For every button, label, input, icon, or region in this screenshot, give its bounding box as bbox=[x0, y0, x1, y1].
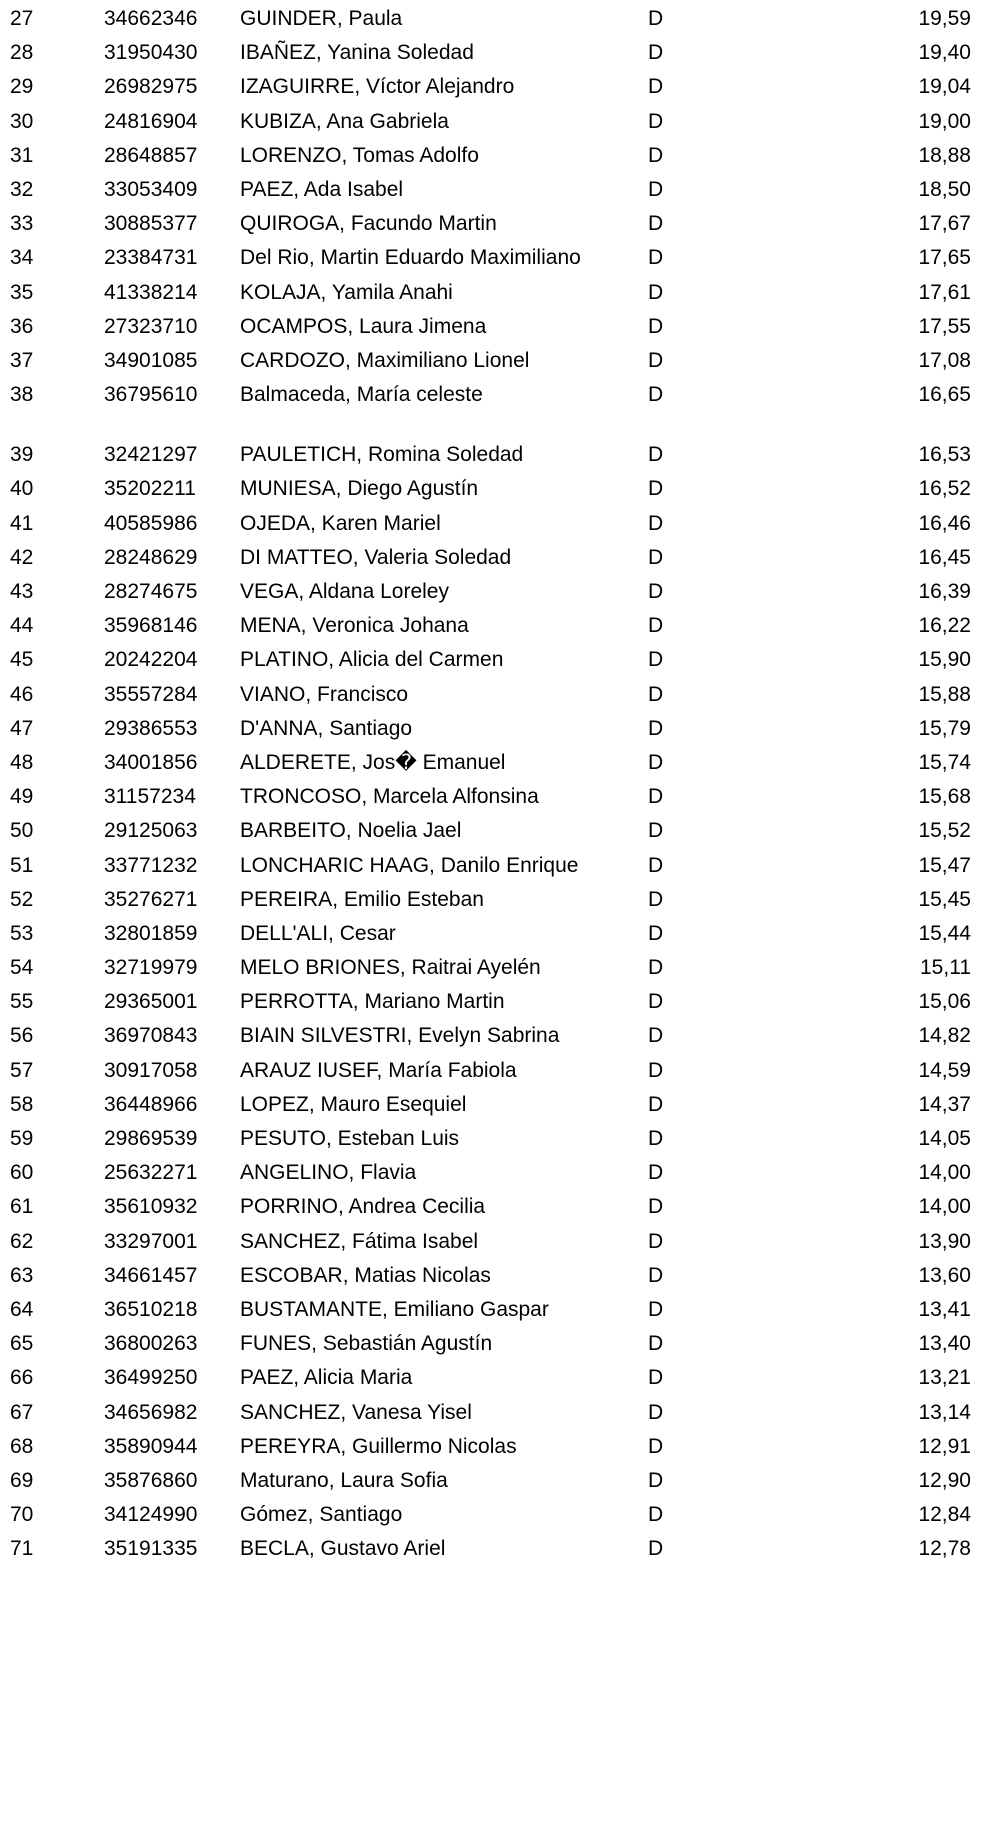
rank-cell: 54 bbox=[10, 956, 34, 980]
rank-cell: 30 bbox=[10, 109, 34, 133]
category-cell: D bbox=[648, 443, 664, 467]
name-cell: PORRINO, Andrea Cecilia bbox=[240, 1195, 486, 1219]
name-cell: ARAUZ IUSEF, María Fabiola bbox=[240, 1058, 517, 1082]
table-row bbox=[0, 1225, 983, 1259]
score-cell: 14,05 bbox=[918, 1127, 971, 1150]
dni-cell: 35890944 bbox=[104, 1434, 198, 1458]
dni-cell: 28274675 bbox=[104, 580, 198, 603]
dni-cell: 23384731 bbox=[104, 246, 198, 270]
score-cell: 14,59 bbox=[918, 1058, 971, 1082]
category-cell: D bbox=[648, 887, 664, 911]
name-cell: BARBEITO, Noelia Jael bbox=[240, 819, 462, 843]
score-cell: 15,44 bbox=[918, 921, 971, 945]
name-cell: PLATINO, Alicia del Carmen bbox=[240, 648, 504, 672]
score-cell: 15,74 bbox=[918, 750, 971, 774]
dni-cell: 36795610 bbox=[104, 383, 198, 407]
category-cell: D bbox=[648, 212, 664, 236]
rank-cell: 41 bbox=[10, 511, 34, 535]
rank-cell: 40 bbox=[10, 477, 34, 501]
table-row bbox=[0, 310, 983, 344]
category-cell: D bbox=[648, 75, 664, 99]
name-cell: OCAMPOS, Laura Jimena bbox=[240, 314, 487, 338]
score-cell: 14,37 bbox=[918, 1092, 971, 1116]
category-cell: D bbox=[648, 177, 664, 201]
rank-cell: 27 bbox=[10, 7, 34, 30]
category-cell: D bbox=[648, 580, 664, 603]
dni-cell: 29365001 bbox=[104, 990, 198, 1014]
rank-cell: 63 bbox=[10, 1263, 34, 1287]
dni-cell: 35610932 bbox=[104, 1195, 198, 1219]
table-row bbox=[0, 643, 983, 677]
category-cell: D bbox=[648, 1468, 664, 1492]
score-cell: 13,14 bbox=[918, 1400, 971, 1424]
dni-cell: 35968146 bbox=[104, 614, 198, 638]
rank-cell: 71 bbox=[10, 1537, 34, 1561]
name-cell: FUNES, Sebastián Agustín bbox=[240, 1332, 493, 1356]
rank-cell: 31 bbox=[10, 143, 34, 167]
score-cell: 12,91 bbox=[918, 1434, 971, 1458]
dni-cell: 32801859 bbox=[104, 921, 198, 945]
rank-cell: 55 bbox=[10, 990, 34, 1014]
name-cell: PAEZ, Ada Isabel bbox=[240, 177, 404, 201]
dni-cell: 25632271 bbox=[104, 1161, 198, 1185]
category-cell: D bbox=[648, 477, 664, 501]
rank-cell: 28 bbox=[10, 41, 34, 65]
table-row bbox=[0, 1156, 983, 1190]
score-cell: 15,68 bbox=[918, 785, 971, 809]
name-cell: Del Rio, Martin Eduardo Maximiliano bbox=[240, 246, 581, 270]
table-row bbox=[0, 814, 983, 848]
table-row bbox=[0, 1088, 983, 1122]
rank-cell: 32 bbox=[10, 177, 34, 201]
category-cell: D bbox=[648, 750, 664, 774]
score-cell: 15,88 bbox=[918, 682, 971, 706]
category-cell: D bbox=[648, 314, 664, 338]
rank-cell: 47 bbox=[10, 716, 34, 740]
dni-cell: 29869539 bbox=[104, 1127, 198, 1150]
rank-cell: 29 bbox=[10, 75, 34, 99]
score-cell: 17,65 bbox=[918, 246, 971, 270]
category-cell: D bbox=[648, 143, 664, 167]
category-cell: D bbox=[648, 785, 664, 809]
category-cell: D bbox=[648, 956, 664, 980]
name-cell: Maturano, Laura Sofia bbox=[240, 1468, 448, 1492]
category-cell: D bbox=[648, 1195, 664, 1219]
name-cell: QUIROGA, Facundo Martin bbox=[240, 212, 497, 236]
dni-cell: 35557284 bbox=[104, 682, 198, 706]
score-cell: 13,40 bbox=[918, 1332, 971, 1356]
name-cell: PEREIRA, Emilio Esteban bbox=[240, 887, 484, 911]
dni-cell: 35191335 bbox=[104, 1537, 198, 1561]
name-cell: DELL'ALI, Cesar bbox=[240, 921, 396, 945]
dni-cell: 20242204 bbox=[104, 648, 198, 672]
score-cell: 16,45 bbox=[918, 545, 971, 569]
rank-cell: 50 bbox=[10, 819, 34, 843]
dni-cell: 28648857 bbox=[104, 143, 198, 167]
category-cell: D bbox=[648, 1297, 664, 1321]
dni-cell: 30917058 bbox=[104, 1058, 198, 1082]
category-cell: D bbox=[648, 280, 664, 304]
table-row bbox=[0, 36, 983, 70]
category-cell: D bbox=[648, 921, 664, 945]
name-cell: PESUTO, Esteban Luis bbox=[240, 1127, 460, 1150]
rank-cell: 39 bbox=[10, 443, 34, 467]
score-cell: 13,41 bbox=[918, 1297, 971, 1321]
table-row bbox=[0, 678, 983, 712]
dni-cell: 41338214 bbox=[104, 280, 198, 304]
name-cell: OJEDA, Karen Mariel bbox=[240, 511, 441, 535]
table-row bbox=[0, 1019, 983, 1053]
rank-cell: 68 bbox=[10, 1434, 34, 1458]
dni-cell: 28248629 bbox=[104, 545, 198, 569]
table-row bbox=[0, 70, 983, 104]
dni-cell: 34124990 bbox=[104, 1503, 198, 1527]
score-cell: 19,04 bbox=[918, 75, 971, 99]
table-row bbox=[0, 1430, 983, 1464]
score-cell: 13,60 bbox=[918, 1263, 971, 1287]
score-cell: 14,00 bbox=[918, 1195, 971, 1219]
dni-cell: 29125063 bbox=[104, 819, 198, 843]
table-row bbox=[0, 951, 983, 985]
name-cell: LOPEZ, Mauro Esequiel bbox=[240, 1092, 467, 1116]
score-cell: 15,79 bbox=[918, 716, 971, 740]
table-row bbox=[0, 575, 983, 609]
table-row bbox=[0, 883, 983, 917]
score-cell: 16,52 bbox=[918, 477, 971, 501]
name-cell: BECLA, Gustavo Ariel bbox=[240, 1537, 446, 1561]
rank-cell: 45 bbox=[10, 648, 34, 672]
category-cell: D bbox=[648, 109, 664, 133]
score-cell: 15,45 bbox=[918, 887, 971, 911]
dni-cell: 36970843 bbox=[104, 1024, 198, 1048]
dni-cell: 31157234 bbox=[104, 785, 196, 809]
rank-cell: 33 bbox=[10, 212, 34, 236]
table-row bbox=[0, 985, 983, 1019]
score-cell: 16,53 bbox=[918, 443, 971, 467]
rank-cell: 62 bbox=[10, 1229, 34, 1253]
score-cell: 15,11 bbox=[920, 956, 971, 980]
category-cell: D bbox=[648, 614, 664, 638]
score-cell: 12,78 bbox=[918, 1537, 971, 1561]
score-cell: 18,50 bbox=[918, 177, 971, 201]
rank-cell: 48 bbox=[10, 750, 34, 774]
rank-cell: 35 bbox=[10, 280, 34, 304]
category-cell: D bbox=[648, 1058, 664, 1082]
table-row bbox=[0, 541, 983, 575]
table-row bbox=[0, 344, 983, 378]
table-row bbox=[0, 472, 983, 506]
dni-cell: 36510218 bbox=[104, 1297, 198, 1321]
name-cell: PAULETICH, Romina Soledad bbox=[240, 443, 524, 467]
name-cell: MENA, Veronica Johana bbox=[240, 614, 469, 638]
category-cell: D bbox=[648, 648, 664, 672]
name-cell: LORENZO, Tomas Adolfo bbox=[240, 143, 479, 167]
name-cell: PEREYRA, Guillermo Nicolas bbox=[240, 1434, 517, 1458]
score-cell: 17,61 bbox=[918, 280, 971, 304]
table-row bbox=[0, 746, 983, 780]
category-cell: D bbox=[648, 1400, 664, 1424]
rank-cell: 49 bbox=[10, 785, 34, 809]
rank-cell: 34 bbox=[10, 246, 34, 270]
dni-cell: 35876860 bbox=[104, 1468, 198, 1492]
category-cell: D bbox=[648, 1503, 664, 1527]
score-cell: 18,88 bbox=[918, 143, 971, 167]
name-cell: Balmaceda, María celeste bbox=[240, 383, 483, 407]
name-cell: IBAÑEZ, Yanina Soledad bbox=[240, 41, 474, 65]
dni-cell: 34662346 bbox=[104, 7, 198, 30]
name-cell: VEGA, Aldana Loreley bbox=[240, 580, 449, 603]
name-cell: VIANO, Francisco bbox=[240, 682, 409, 706]
dni-cell: 33053409 bbox=[104, 177, 198, 201]
dni-cell: 27323710 bbox=[104, 314, 198, 338]
table-row bbox=[0, 1396, 983, 1430]
dni-cell: 29386553 bbox=[104, 716, 198, 740]
score-cell: 16,22 bbox=[918, 614, 971, 638]
name-cell: LONCHARIC HAAG, Danilo Enrique bbox=[240, 853, 579, 877]
dni-cell: 40585986 bbox=[104, 511, 198, 535]
dni-cell: 30885377 bbox=[104, 212, 198, 236]
table-row bbox=[0, 849, 983, 883]
table-row bbox=[0, 105, 983, 139]
table-row bbox=[0, 1190, 983, 1224]
table-row bbox=[0, 507, 983, 541]
name-cell: KUBIZA, Ana Gabriela bbox=[240, 109, 449, 133]
score-cell: 12,90 bbox=[918, 1468, 971, 1492]
rank-cell: 59 bbox=[10, 1127, 34, 1150]
dni-cell: 32719979 bbox=[104, 956, 198, 980]
name-cell: Gómez, Santiago bbox=[240, 1503, 403, 1527]
name-cell: D'ANNA, Santiago bbox=[240, 716, 413, 740]
dni-cell: 35202211 bbox=[104, 477, 196, 501]
table-row bbox=[0, 1054, 983, 1088]
dni-cell: 26982975 bbox=[104, 75, 198, 99]
name-cell: BIAIN SILVESTRI, Evelyn Sabrina bbox=[240, 1024, 560, 1048]
score-cell: 17,08 bbox=[918, 348, 971, 372]
category-cell: D bbox=[648, 819, 664, 843]
category-cell: D bbox=[648, 1024, 664, 1048]
rank-cell: 42 bbox=[10, 545, 34, 569]
rank-cell: 67 bbox=[10, 1400, 34, 1424]
name-cell: KOLAJA, Yamila Anahi bbox=[240, 280, 453, 304]
category-cell: D bbox=[648, 348, 664, 372]
score-cell: 16,39 bbox=[918, 580, 971, 603]
category-cell: D bbox=[648, 682, 664, 706]
score-cell: 19,40 bbox=[918, 41, 971, 65]
category-cell: D bbox=[648, 1434, 664, 1458]
score-cell: 17,55 bbox=[918, 314, 971, 338]
score-cell: 15,47 bbox=[918, 853, 971, 877]
score-cell: 12,84 bbox=[918, 1503, 971, 1527]
table-row bbox=[0, 1293, 983, 1327]
rank-cell: 58 bbox=[10, 1092, 34, 1116]
rank-cell: 53 bbox=[10, 921, 34, 945]
category-cell: D bbox=[648, 545, 664, 569]
table-row bbox=[0, 1122, 983, 1156]
category-cell: D bbox=[648, 383, 664, 407]
name-cell: PERROTTA, Mariano Martin bbox=[240, 990, 505, 1014]
rank-cell: 61 bbox=[10, 1195, 34, 1219]
dni-cell: 34656982 bbox=[104, 1400, 198, 1424]
category-cell: D bbox=[648, 1366, 664, 1390]
dni-cell: 36448966 bbox=[104, 1092, 198, 1116]
name-cell: SANCHEZ, Fátima Isabel bbox=[240, 1229, 479, 1253]
name-cell: ALDERETE, Jos� Emanuel bbox=[240, 750, 506, 774]
category-cell: D bbox=[648, 1229, 664, 1253]
dni-cell: 33771232 bbox=[104, 853, 198, 877]
category-cell: D bbox=[648, 1127, 664, 1150]
name-cell: MUNIESA, Diego Agustín bbox=[240, 477, 479, 501]
score-cell: 13,90 bbox=[918, 1229, 971, 1253]
name-cell: IZAGUIRRE, Víctor Alejandro bbox=[240, 75, 515, 99]
rank-cell: 37 bbox=[10, 348, 34, 372]
rank-cell: 57 bbox=[10, 1058, 34, 1082]
rank-cell: 69 bbox=[10, 1468, 34, 1492]
dni-cell: 35276271 bbox=[104, 887, 198, 911]
rank-cell: 52 bbox=[10, 887, 34, 911]
name-cell: SANCHEZ, Vanesa Yisel bbox=[240, 1400, 472, 1424]
category-cell: D bbox=[648, 1161, 664, 1185]
dni-cell: 31950430 bbox=[104, 41, 198, 65]
name-cell: BUSTAMANTE, Emiliano Gaspar bbox=[240, 1297, 549, 1321]
table-row bbox=[0, 1532, 983, 1566]
score-cell: 14,00 bbox=[918, 1161, 971, 1185]
table-row bbox=[0, 1327, 983, 1361]
rank-cell: 56 bbox=[10, 1024, 34, 1048]
table-row bbox=[0, 2, 983, 36]
rank-cell: 66 bbox=[10, 1366, 34, 1390]
category-cell: D bbox=[648, 1537, 664, 1561]
score-cell: 13,21 bbox=[918, 1366, 971, 1390]
dni-cell: 24816904 bbox=[104, 109, 198, 133]
dni-cell: 32421297 bbox=[104, 443, 198, 467]
name-cell: PAEZ, Alicia Maria bbox=[240, 1366, 413, 1390]
score-cell: 16,65 bbox=[918, 383, 971, 407]
name-cell: DI MATTEO, Valeria Soledad bbox=[240, 545, 512, 569]
table-row bbox=[0, 1361, 983, 1395]
table-row bbox=[0, 780, 983, 814]
category-cell: D bbox=[648, 1263, 664, 1287]
table-row bbox=[0, 139, 983, 173]
table-row bbox=[0, 241, 983, 275]
category-cell: D bbox=[648, 1092, 664, 1116]
score-cell: 15,90 bbox=[918, 648, 971, 672]
score-cell: 15,06 bbox=[918, 990, 971, 1014]
category-cell: D bbox=[648, 716, 664, 740]
rank-cell: 51 bbox=[10, 853, 34, 877]
rank-cell: 43 bbox=[10, 580, 34, 603]
table-row bbox=[0, 1498, 983, 1532]
dni-cell: 36499250 bbox=[104, 1366, 198, 1390]
dni-cell: 34001856 bbox=[104, 750, 198, 774]
rank-cell: 65 bbox=[10, 1332, 34, 1356]
table-row bbox=[0, 173, 983, 207]
dni-cell: 34661457 bbox=[104, 1263, 198, 1287]
category-cell: D bbox=[648, 7, 664, 30]
category-cell: D bbox=[648, 853, 664, 877]
category-cell: D bbox=[648, 41, 664, 65]
score-cell: 15,52 bbox=[918, 819, 971, 843]
score-cell: 19,59 bbox=[918, 7, 971, 30]
table-row bbox=[0, 207, 983, 241]
rank-cell: 36 bbox=[10, 314, 34, 338]
name-cell: ANGELINO, Flavia bbox=[240, 1161, 417, 1185]
rank-cell: 38 bbox=[10, 383, 34, 407]
score-cell: 19,00 bbox=[918, 109, 971, 133]
name-cell: TRONCOSO, Marcela Alfonsina bbox=[240, 785, 539, 809]
category-cell: D bbox=[648, 990, 664, 1014]
dni-cell: 36800263 bbox=[104, 1332, 198, 1356]
dni-cell: 33297001 bbox=[104, 1229, 198, 1253]
table-row bbox=[0, 1464, 983, 1498]
table-row bbox=[0, 378, 983, 412]
name-cell: ESCOBAR, Matias Nicolas bbox=[240, 1263, 491, 1287]
rank-cell: 60 bbox=[10, 1161, 34, 1185]
table-row bbox=[0, 712, 983, 746]
category-cell: D bbox=[648, 1332, 664, 1356]
rank-cell: 46 bbox=[10, 682, 34, 706]
name-cell: GUINDER, Paula bbox=[240, 7, 403, 30]
rank-cell: 64 bbox=[10, 1297, 34, 1321]
name-cell: CARDOZO, Maximiliano Lionel bbox=[240, 348, 530, 372]
table-row bbox=[0, 1259, 983, 1293]
table-row bbox=[0, 609, 983, 643]
score-cell: 14,82 bbox=[918, 1024, 971, 1048]
table-row bbox=[0, 438, 983, 472]
score-cell: 16,46 bbox=[918, 511, 971, 535]
table-row bbox=[0, 917, 983, 951]
rank-cell: 70 bbox=[10, 1503, 34, 1527]
category-cell: D bbox=[648, 246, 664, 270]
score-cell: 17,67 bbox=[918, 212, 971, 236]
name-cell: MELO BRIONES, Raitrai Ayelén bbox=[240, 956, 541, 980]
table-row bbox=[0, 276, 983, 310]
rank-cell: 44 bbox=[10, 614, 34, 638]
category-cell: D bbox=[648, 511, 664, 535]
dni-cell: 34901085 bbox=[104, 348, 198, 372]
